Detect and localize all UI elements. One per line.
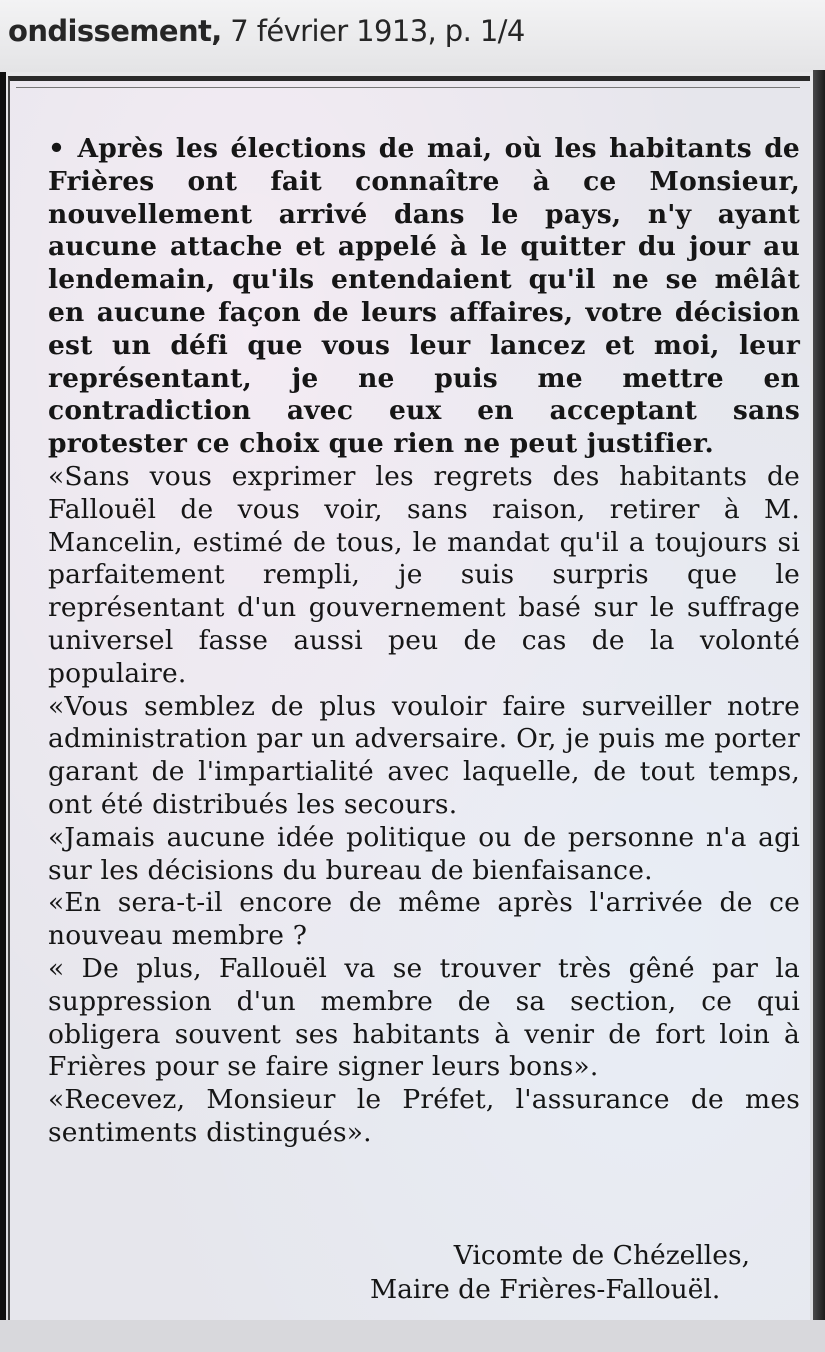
article-paragraph: «En sera-t-il encore de même après l'arrivée de ce nouveau membre ? — [48, 887, 800, 952]
newspaper-clipping — [8, 76, 810, 1320]
signature-title: Maire de Frières-Fallouël. — [370, 1274, 721, 1305]
article-paragraph: «Recevez, Monsieur le Préfet, l'assurance de mes sentiments distingués». — [48, 1084, 800, 1148]
article-paragraph: «Sans vous exprimer les regrets des habitants de Fallouël de vous voir, sans raison, retirer à M. Mancelin, estimé de tous, le mandat qu'il a toujours si parfaitement rempli, je suis surpris que le représentant d'un gouvernement basé sur le suffrage universel fasse aussi peu de cas de la volonté populaire. — [48, 460, 800, 689]
right-border — [813, 70, 825, 1352]
column-rule — [16, 87, 800, 88]
page-title — [8, 14, 525, 48]
signature-block — [330, 1239, 750, 1307]
page-title-bold: ondissement, — [8, 14, 222, 48]
article-paragraph: « De plus, Fallouël va se trouver très gêné par la suppression d'un membre de sa section, ce qui obligera souvent ses habitants à venir de fort loin à Frières pour se faire signer leurs bons». — [48, 952, 800, 1083]
article-body — [48, 133, 800, 1150]
left-border — [0, 0, 6, 1352]
signature-name: Vicomte de Chézelles, — [453, 1240, 750, 1271]
header-bar — [0, 0, 825, 72]
page-title-date: 7 février 1913, p. 1/4 — [221, 14, 525, 48]
article-paragraph: «Vous semblez de plus vouloir faire surveiller notre administration par un adversaire. Or, je puis me porter garant de l'impartialité avec laquelle, de tout temps, ont été distribués les secours. — [48, 690, 800, 820]
article-paragraph: «Jamais aucune idée politique ou de personne n'a agi sur les décisions du bureau de bienfaisance. — [48, 821, 800, 886]
bottom-strip — [0, 1320, 825, 1352]
article-paragraph: • Après les élections de mai, où les habitants de Frières ont fait connaître à ce Monsieur, nouvellement arrivé dans le pays, n'y ayant aucune attache et appelé à le quitter du jour au lendemain, qu'ils entendaient qu'il ne se mêlât en aucune façon de leurs affaires, votre décision est un défi que vous leur lancez et moi, leur représentant, je ne puis me mettre en contradiction avec eux en acceptant sans protester ce choix que rien ne peut justifier. — [48, 133, 800, 460]
